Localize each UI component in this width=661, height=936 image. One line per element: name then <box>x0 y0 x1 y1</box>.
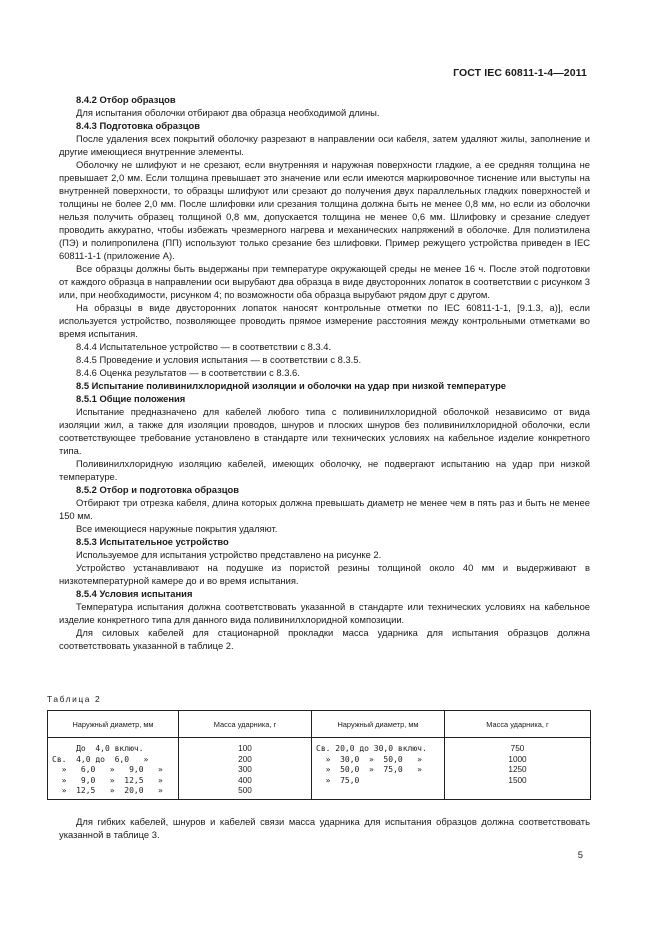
hammer-mass-table <box>47 710 591 800</box>
paragraph: Все имеющиеся наружные покрытия удаляют. <box>76 523 278 534</box>
table-header-diameter-1: Наружный диаметр, мм <box>48 711 179 738</box>
paragraph: Для силовых кабелей для стационарной прокладки масса ударника для испытания образцов должна соответствовать указанной в таблице 2. <box>59 627 590 651</box>
paragraph: На образцы в виде двусторонних лопаток наносят контрольные отметки по IEC 60811-1-1, [9.1.3, а)], если используется устройство, позволяющее проводить прямое измерение расстояния между контрольными отметками во время испытания. <box>59 302 590 339</box>
paragraph: Все образцы должны быть выдержаны при температуре окружающей среды не менее 16 ч. После этой подготовки от каждого образца в направлении оси вырубают два образца в виде двусторонних лопаток в соответствии с рисунком 3 или, при необходимости, рисунком 4; по возможности оба образца вырубают рядом друг с другом. <box>59 263 590 300</box>
paragraph: Отбирают три отрезка кабеля, длина которых должна превышать диаметр не менее чем в пять раз и быть не менее 150 мм. <box>59 497 590 521</box>
paragraph: Испытание предназначено для кабелей любого типа с поливинилхлоридной оболочкой независимо от вида изоляции жил, а также для изоляции проводов, шнуров и плоских шнуров без поливинилхлоридной оболочки, если соответствующее требование установлено в стандарте или технических условиях на кабельное изделие конкретного типа. <box>59 406 590 456</box>
section-heading: 8.4.2 Отбор образцов <box>76 94 176 105</box>
table-cell: » 50,0 » 75,0 » <box>316 765 422 774</box>
table-col-mass-2 <box>445 738 591 800</box>
table-cell: » 12,5 » 20,0 » <box>52 786 163 795</box>
paragraph: 8.4.5 Проведение и условия испытания — в соответствии с 8.3.5. <box>76 354 362 365</box>
table-cell: 1500 <box>508 775 527 785</box>
paragraph: 8.4.4 Испытательное устройство — в соответствии с 8.3.4. <box>76 341 332 352</box>
section-heading: 8.5.1 Общие положения <box>76 393 186 404</box>
table-cell: 100 <box>238 744 252 753</box>
paragraph: Используемое для испытания устройство представлено на рисунке 2. <box>76 549 382 560</box>
section-heading: 8.4.3 Подготовка образцов <box>76 120 200 131</box>
paragraph: После удаления всех покрытий оболочку разрезают в направлении оси кабеля, затем удаляют жилы, заполнение и другие имеющиеся внутренние элементы. <box>59 133 590 157</box>
table-cell: 1000 <box>508 754 527 764</box>
document-body <box>59 93 590 652</box>
paragraph: Для гибких кабелей, шнуров и кабелей связи масса ударника для испытания образцов должна соответствовать указанной в таблице 3. <box>59 816 590 840</box>
table-cell: » 30,0 » 50,0 » <box>316 754 422 764</box>
table-cell: 750 <box>510 744 525 753</box>
paragraph: Устройство устанавливают на подушке из пористой резины толщиной около 40 мм и выдерживают в низкотемпературной камере до и во время испытания. <box>59 562 590 586</box>
table-cell: 300 <box>238 765 252 774</box>
section-heading: 8.5 Испытание поливинилхлоридной изоляции и оболочки на удар при низкой температуре <box>76 380 507 391</box>
table-cell: 400 <box>238 775 252 785</box>
paragraph: Оболочку не шлифуют и не срезают, если внутренняя и наружная поверхности гладкие, а ее средняя толщина не превышает 2,0 мм. Если толщина превышает это значение или если имеются маркировочное тиснение или выступы на внутренней поверхности, то образцы шлифуют или срезают до получения двух параллельных гладких поверхностей и толщины не более 2,0 мм. После шлифовки или срезания толщина должна быть не менее 0,8 мм, но если из оболочки нельзя получить образец толщиной 0,8 мм, допускается толщина не менее 0,6 мм. Шлифовку и срезание следует проводить аккуратно, чтобы избежать чрезмерного нагрева и механических напряжений в оболочке. Для полиэтилена (ПЭ) и полипропилена (ПП) используют только срезание без шлифовки. Пример режущего устройства приведен в IEC 60811-1-1 (приложение А). <box>59 159 590 261</box>
paragraph: Для испытания оболочки отбирают два образца необходимой длины. <box>76 107 380 118</box>
table-header-mass-2: Масса ударника, г <box>445 711 591 738</box>
table-cell: » 75,0 <box>316 775 360 785</box>
table-cell: До 4,0 включ. <box>52 744 144 753</box>
table-col-diameter-1 <box>48 738 179 800</box>
table-cell: 200 <box>238 754 252 764</box>
table-cell: Св. 20,0 до 30,0 включ. <box>316 744 427 753</box>
paragraph: 8.4.6 Оценка результатов — в соответствии с 8.3.6. <box>76 367 300 378</box>
table-cell: 500 <box>238 786 252 795</box>
table-cell: » 9,0 » 12,5 » <box>52 775 163 785</box>
table-header-mass-1: Масса ударника, г <box>179 711 312 738</box>
table-cell: » 6,0 » 9,0 » <box>52 765 163 774</box>
page-number: 5 <box>577 849 583 860</box>
paragraph: Поливинилхлоридную изоляцию кабелей, имеющих оболочку, не подвергают испытанию на удар при низкой температуре. <box>59 458 590 482</box>
paragraph: Температура испытания должна соответствовать указанной в стандарте или технических условиях на кабельное изделие конкретного типа для данного вида поливинилхлоридной композиции. <box>59 601 590 625</box>
table-cell: Св. 4,0 до 6,0 » <box>52 754 149 764</box>
table-caption: Таблица 2 <box>47 694 102 704</box>
table-cell: 1250 <box>508 765 527 774</box>
table-col-mass-1 <box>179 738 312 800</box>
section-heading: 8.5.2 Отбор и подготовка образцов <box>76 484 239 495</box>
section-heading: 8.5.4 Условия испытания <box>76 588 193 599</box>
after-table-text <box>59 815 590 841</box>
table-col-diameter-2 <box>312 738 445 800</box>
table-header-diameter-2: Наружный диаметр, мм <box>312 711 445 738</box>
standard-code-header: ГОСТ IEC 60811-1-4—2011 <box>453 67 587 79</box>
section-heading: 8.5.3 Испытательное устройство <box>76 536 229 547</box>
